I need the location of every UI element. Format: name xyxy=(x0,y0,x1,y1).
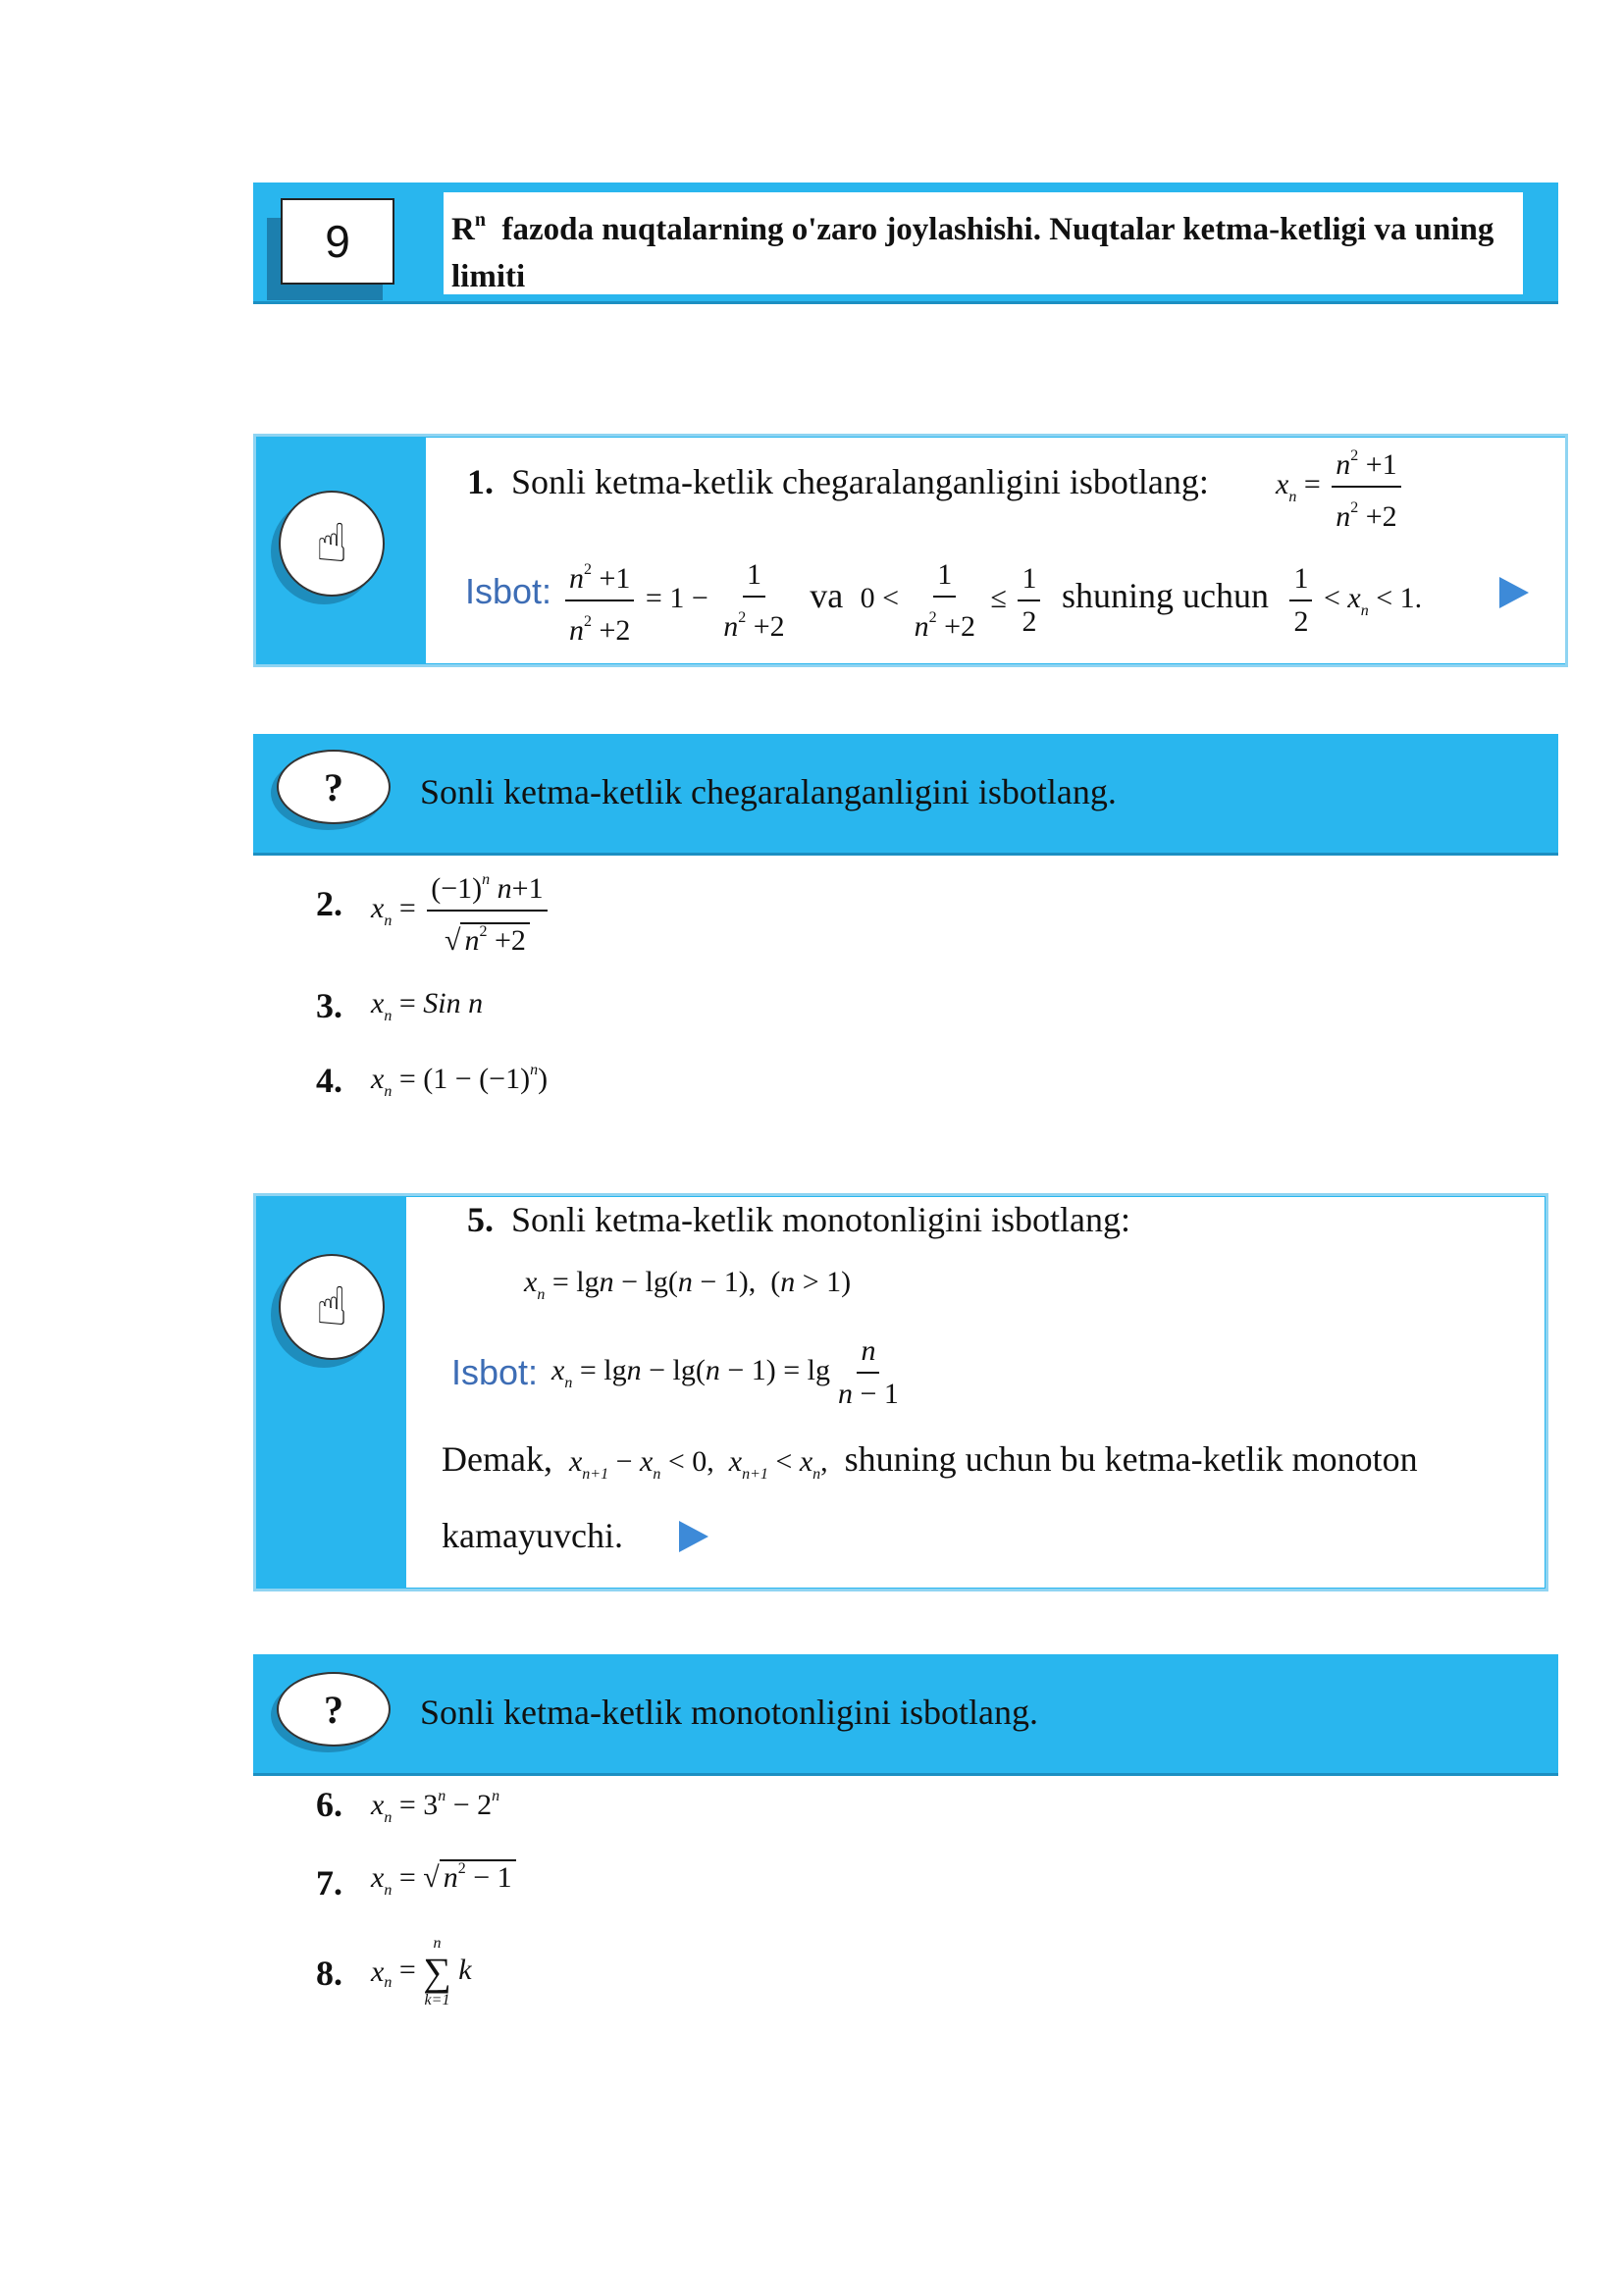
question-2-text: Sonli ketma-ketlik monotonligini isbotlang. xyxy=(420,1693,1038,1732)
example-5-statement: 5. Sonli ketma-ketlik monotonligini isbotlang: xyxy=(467,1200,1130,1239)
example-5-conclusion-2: kamayuvchi. xyxy=(442,1516,623,1555)
example-1-isbot-label: Isbot: xyxy=(465,571,552,611)
problem-3-number: 3. xyxy=(316,986,342,1025)
problem-7-formula: $x_n$ = √ $n^2 - 1$ xyxy=(371,1860,516,1900)
question-mark-icon: ? xyxy=(277,750,391,824)
question-1-text: Sonli ketma-ketlik chegaralanganligini isbotlang. xyxy=(420,772,1117,811)
example-5-isbot-label: Isbot: xyxy=(451,1352,539,1392)
problem-6-formula: $x_n = 3^n - 2^n$ xyxy=(371,1788,500,1826)
example-1-statement: 1. Sonli ketma-ketlik chegaralanganligini isbotlang: xyxy=(467,462,1209,501)
example-5-formula: $x_n = \lg n - \lg(n - 1)$, (n > 1) xyxy=(524,1266,852,1303)
section-number: 9 xyxy=(281,198,394,285)
problem-4-number: 4. xyxy=(316,1061,342,1100)
example-1-icon-circle xyxy=(279,491,385,597)
problem-3-formula: $x_n$ = Sin n xyxy=(371,987,484,1024)
example-1-formula: $x_n$ = $\frac{n^2 +1}{n^2 +2}$ xyxy=(1276,440,1405,534)
title-rest: fazoda nuqtalarning o'zaro joylashishi. Nuqtalar ketma-ketligi va uning limiti xyxy=(451,212,1494,294)
problem-8-number: 8. xyxy=(316,1954,342,1993)
section-title xyxy=(444,192,1523,294)
problem-7-number: 7. xyxy=(316,1863,342,1903)
title-base: R xyxy=(451,212,475,247)
example-1-proof: $\frac{n^2 +1}{n^2 +2}$ = 1 − $\frac{1}{n^2 +2}$ va 0 < $\frac{1}{n^2 +2}$ ≤ $\frac{1}{2}$ shuning uchun $\frac{1}{2}$ < $x_n < 1$. xyxy=(561,553,1422,648)
problem-6-number: 6. xyxy=(316,1785,342,1824)
example-5-proof: $x_n = \lg n - \lg(n - 1) = \lg$ $\frac{n}{n - 1}$ xyxy=(551,1334,899,1410)
title-sup: n xyxy=(474,209,486,231)
example-5-demak-line: Demak, $x_{n+1} - x_n < 0$, $x_{n+1} < x_n$, shuning uchun bu ketma-ketlik monoton xyxy=(442,1439,1418,1483)
question-mark-icon: ? xyxy=(277,1672,391,1747)
example-5-icon-circle xyxy=(279,1254,385,1360)
problem-2-formula: $x_n$ = $\frac{(-1)^n n+1}{√ n^2 +2}$ xyxy=(371,863,551,958)
shuning-uchun-text: shuning uchun xyxy=(1061,575,1269,615)
pointing-hand-icon: ☝ xyxy=(315,1276,348,1337)
problem-2-number: 2. xyxy=(316,884,342,923)
play-arrow-icon[interactable] xyxy=(679,1521,708,1552)
va-text: va xyxy=(810,575,844,615)
problem-4-formula: $x_n = (1 - (-1)^n)$ xyxy=(371,1062,549,1100)
problem-8-formula: $x_n$ = n ∑ k=1 k xyxy=(371,1935,472,2008)
pointing-hand-icon: ☝ xyxy=(315,512,348,574)
play-arrow-icon[interactable] xyxy=(1499,577,1529,608)
